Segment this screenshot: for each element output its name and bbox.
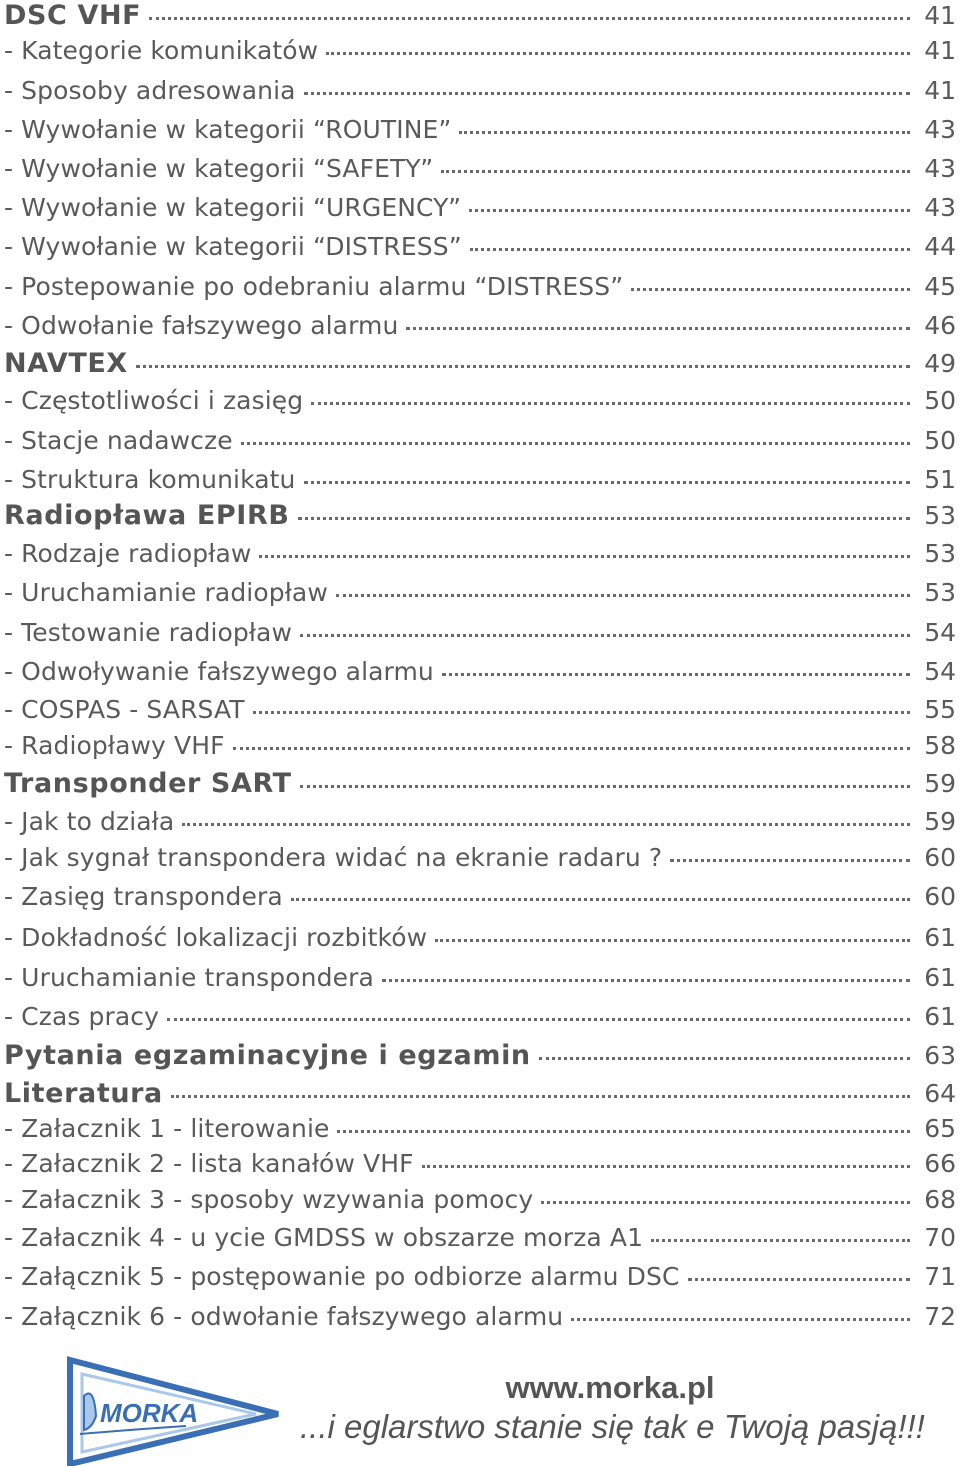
toc-entry-page-number: 43 (924, 154, 956, 183)
toc-entry-page-number: 61 (924, 923, 956, 952)
toc-entry (0, 1002, 960, 1040)
toc-entry-page-number: 41 (924, 1, 956, 30)
toc-entry-title: - Wywołanie w kategorii “DISTRESS” (4, 232, 462, 261)
toc-entry-title: - Wywołanie w kategorii “URGENCY” (4, 193, 462, 222)
toc-entry-title: - Czas pracy (4, 1002, 160, 1031)
toc-entry-page-number: 68 (924, 1185, 956, 1214)
dot-leader (441, 170, 910, 173)
toc-entry-page-number: 71 (924, 1262, 956, 1291)
toc-entry-title: - Zasięg transpondera (4, 882, 283, 911)
toc-entry-page-number: 41 (924, 76, 956, 105)
toc-entry-title: - Sposoby adresowania (4, 76, 296, 105)
toc-entry (0, 0, 960, 38)
dot-leader (136, 365, 910, 368)
toc-entry-title: - Załacznik 2 - lista kanałów VHF (4, 1149, 414, 1178)
dot-leader (253, 711, 910, 714)
toc-entry-title: Literatura (4, 1078, 163, 1109)
toc-entry-title: - Stacje nadawcze (4, 426, 233, 455)
toc-entry-page-number: 43 (924, 193, 956, 222)
toc-entry-title: - COSPAS - SARSAT (4, 695, 245, 724)
toc-entry (0, 272, 960, 310)
toc-entry-title: - Postepowanie po odebraniu alarmu “DISTRESS” (4, 272, 624, 301)
dot-leader (651, 1239, 910, 1242)
dot-leader (149, 17, 910, 20)
toc-entry-title: - Odwołanie fałszywego alarmu (4, 311, 399, 340)
toc-entry (0, 618, 960, 656)
toc-entry-title: Radiopława EPIRB (4, 500, 290, 531)
toc-entry (0, 1149, 960, 1187)
toc-entry (0, 882, 960, 920)
toc-entry-title: - Dokładność lokalizacji rozbitków (4, 923, 428, 952)
dot-leader (171, 1095, 910, 1098)
toc-entry-title: - Jak to działa (4, 807, 175, 836)
toc-entry (0, 115, 960, 153)
toc-entry (0, 1302, 960, 1340)
dot-leader (435, 939, 910, 942)
toc-entry (0, 963, 960, 1001)
toc-entry-page-number: 66 (924, 1149, 956, 1178)
toc-entry-page-number: 53 (924, 501, 956, 530)
toc-entry (0, 311, 960, 349)
toc-entry (0, 1078, 960, 1116)
toc-entry-page-number: 58 (924, 731, 956, 760)
toc-entry-page-number: 51 (924, 465, 956, 494)
toc-entry-page-number: 50 (924, 426, 956, 455)
toc-entry-page-number: 72 (924, 1302, 956, 1331)
dot-leader (311, 402, 910, 405)
toc-entry-title: - Wywołanie w kategorii “SAFETY” (4, 154, 434, 183)
toc-entry-title: - Częstotliwości i zasięg (4, 386, 304, 415)
slogan: ...i eglarstwo stanie się tak e Twoją pasją!!! (300, 1408, 925, 1445)
toc-entry-page-number: 61 (924, 1002, 956, 1031)
toc-entry-page-number: 50 (924, 386, 956, 415)
toc-entry-title: - Uruchamianie radiopław (4, 578, 328, 607)
toc-entry-page-number: 54 (924, 618, 956, 647)
dot-leader (304, 92, 910, 95)
toc-entry (0, 539, 960, 577)
toc-entry-page-number: 54 (924, 657, 956, 686)
toc-entry-title: - Załacznik 3 - sposoby wzywania pomocy (4, 1185, 534, 1214)
toc-entry (0, 1185, 960, 1223)
dot-leader (167, 1018, 910, 1021)
toc-entry (0, 657, 960, 695)
toc-entry (0, 731, 960, 769)
dot-leader (298, 517, 910, 520)
dot-leader (336, 594, 910, 597)
footer (0, 1340, 960, 1466)
toc-entry (0, 232, 960, 270)
toc-entry-title: - Załacznik 1 - literowanie (4, 1114, 330, 1143)
dot-leader (571, 1318, 910, 1321)
dot-leader (304, 481, 910, 484)
dot-leader (442, 673, 910, 676)
toc-entry (0, 923, 960, 961)
dot-leader (459, 131, 910, 134)
toc-entry (0, 348, 960, 386)
dot-leader (670, 859, 910, 862)
dot-leader (233, 747, 910, 750)
toc-entry-page-number: 49 (924, 349, 956, 378)
dot-leader (259, 555, 910, 558)
morka-logo (66, 1356, 282, 1466)
toc-entry-title: - Testowanie radiopław (4, 618, 293, 647)
toc-entry (0, 76, 960, 114)
toc-entry (0, 193, 960, 231)
toc-entry (0, 36, 960, 74)
dot-leader (182, 823, 910, 826)
toc-entry-title: DSC VHF (4, 0, 142, 31)
toc-entry (0, 465, 960, 503)
dot-leader (469, 209, 910, 212)
toc-entry-page-number: 53 (924, 578, 956, 607)
toc-entry-page-number: 59 (924, 807, 956, 836)
toc-entry (0, 843, 960, 881)
toc-entry-page-number: 46 (924, 311, 956, 340)
toc-entry-page-number: 53 (924, 539, 956, 568)
website-url[interactable]: www.morka.pl (505, 1370, 715, 1405)
dot-leader (470, 248, 910, 251)
toc-entry-title: - Jak sygnał transpondera widać na ekranie radaru ? (4, 843, 663, 872)
toc-entry (0, 426, 960, 464)
dot-leader (300, 634, 910, 637)
dot-leader (326, 52, 910, 55)
toc-entry-title: - Struktura komunikatu (4, 465, 296, 494)
toc-entry-title: - Wywołanie w kategorii “ROUTINE” (4, 115, 452, 144)
toc-entry (0, 807, 960, 845)
logo-text: MORKA (100, 1398, 199, 1428)
toc-entry-title: - Załacznik 4 - u ycie GMDSS w obszarze morza A1 (4, 1223, 644, 1252)
dot-leader (631, 288, 910, 291)
dot-leader (300, 785, 910, 788)
toc-entry (0, 1223, 960, 1261)
toc-entry-page-number: 55 (924, 695, 956, 724)
toc-entry-title: - Rodzaje radiopław (4, 539, 252, 568)
toc-entry (0, 1040, 960, 1078)
toc-entry-title: - Uruchamianie transpondera (4, 963, 374, 992)
toc-entry-page-number: 64 (924, 1079, 956, 1108)
toc-entry (0, 386, 960, 424)
toc-entry-page-number: 43 (924, 115, 956, 144)
toc-entry (0, 154, 960, 192)
toc-entry-title: - Radiopławy VHF (4, 731, 225, 760)
toc-entry-title: - Odwoływanie fałszywego alarmu (4, 657, 434, 686)
dot-leader (541, 1201, 910, 1204)
toc-entry (0, 695, 960, 733)
toc-entry-page-number: 45 (924, 272, 956, 301)
dot-leader (291, 898, 910, 901)
toc-entry-title: NAVTEX (4, 348, 128, 379)
dot-leader (688, 1278, 910, 1281)
dot-leader (422, 1165, 910, 1168)
toc-entry-title: Transponder SART (4, 768, 292, 799)
toc-entry (0, 768, 960, 806)
toc-entry-page-number: 59 (924, 769, 956, 798)
dot-leader (539, 1057, 910, 1060)
toc-entry (0, 1114, 960, 1152)
toc-entry-page-number: 44 (924, 232, 956, 261)
toc-entry-title: - Kategorie komunikatów (4, 36, 319, 65)
toc-entry (0, 500, 960, 538)
toc-entry-page-number: 70 (924, 1223, 956, 1252)
toc-entry-title: - Załącznik 5 - postępowanie po odbiorze alarmu DSC (4, 1262, 680, 1291)
toc-entry-page-number: 60 (924, 843, 956, 872)
dot-leader (406, 327, 910, 330)
toc-entry-page-number: 61 (924, 963, 956, 992)
toc-entry-title: - Załącznik 6 - odwołanie fałszywego alarmu (4, 1302, 564, 1331)
toc-entry-page-number: 65 (924, 1114, 956, 1143)
dot-leader (241, 442, 910, 445)
toc-entry (0, 578, 960, 616)
dot-leader (337, 1130, 910, 1133)
dot-leader (382, 979, 910, 982)
toc-entry-page-number: 60 (924, 882, 956, 911)
toc-entry-page-number: 63 (924, 1041, 956, 1070)
toc-entry-title: Pytania egzaminacyjne i egzamin (4, 1040, 531, 1071)
toc-entry-page-number: 41 (924, 36, 956, 65)
toc-entry (0, 1262, 960, 1300)
